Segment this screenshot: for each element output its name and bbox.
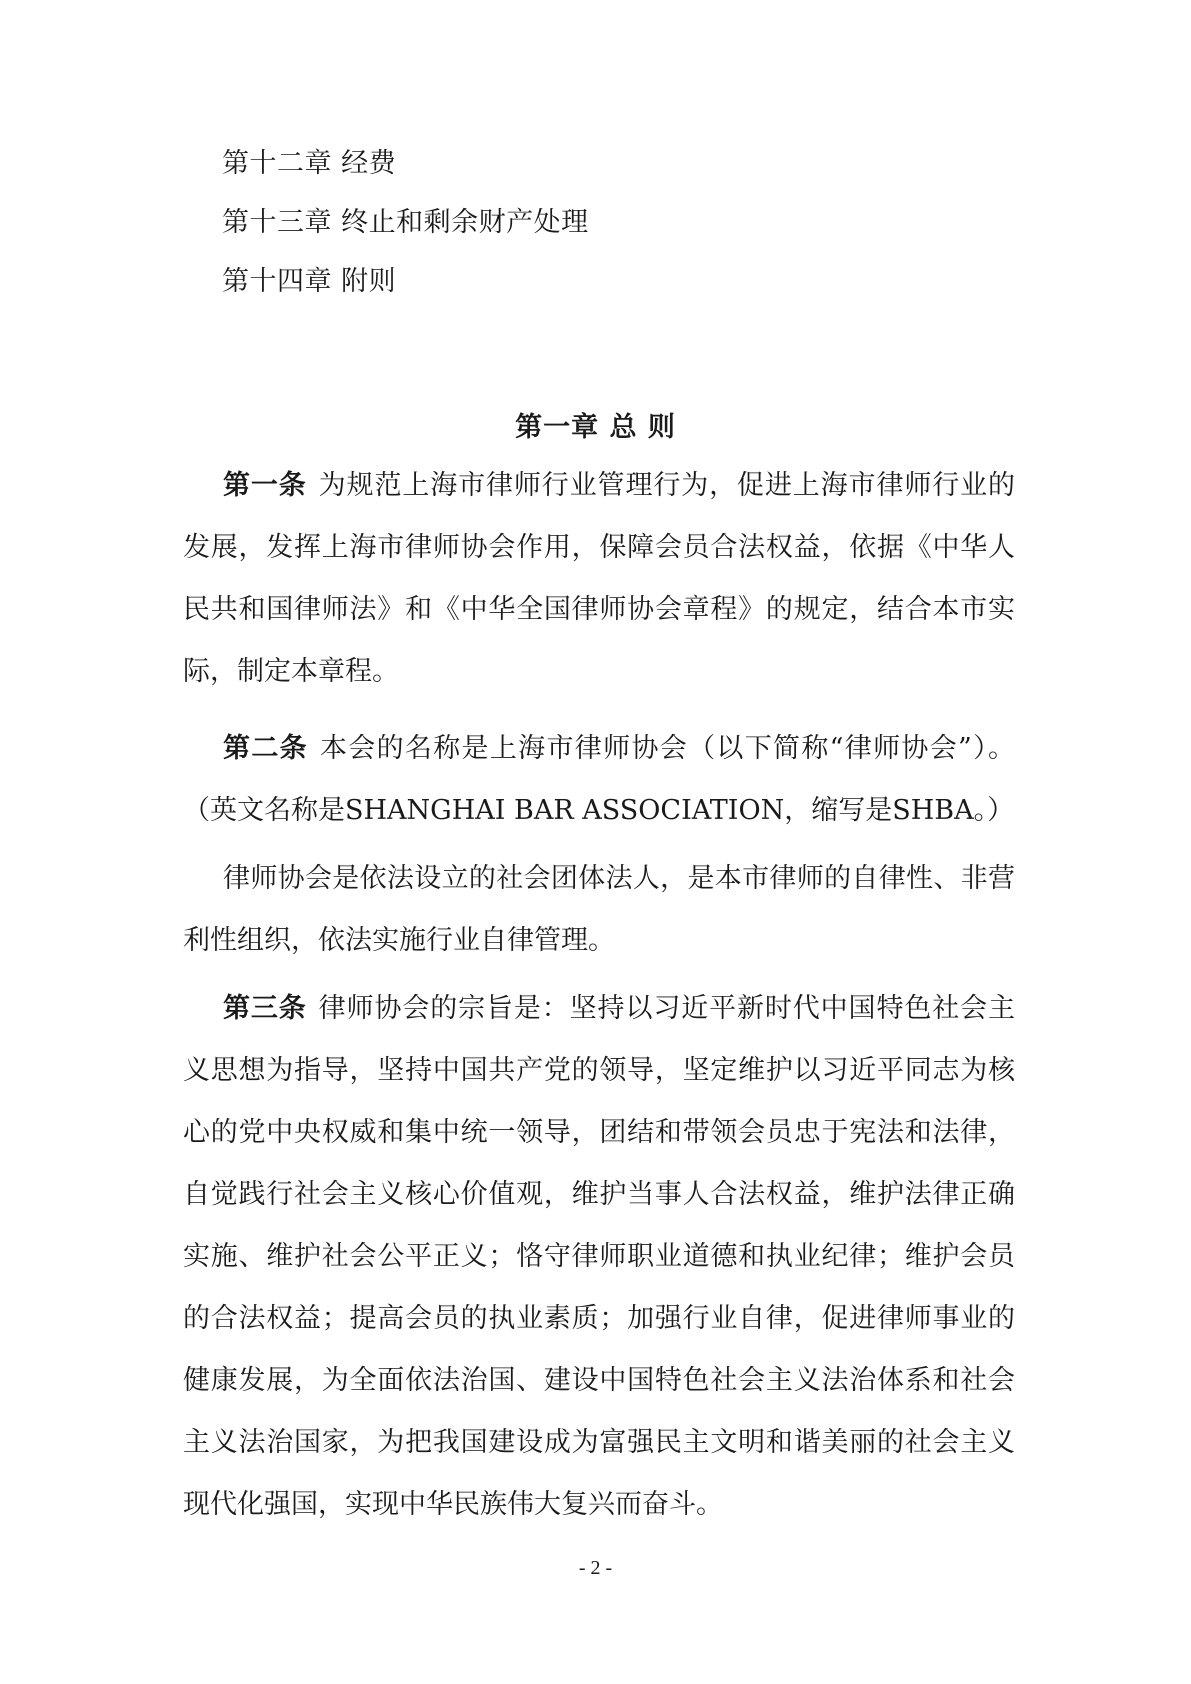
article-2 [183,718,1015,842]
article-1 [183,455,1015,703]
chapter-title: 第一章 总 则 [515,412,676,443]
toc-entry-chapter-13: 第十三章 终止和剩余财产处理 [222,207,589,238]
toc-entry-chapter-12: 第十二章 经费 [222,148,397,179]
article-2-label: 第二条 [223,733,308,764]
toc-entry-chapter-14: 第十四章 附则 [222,266,397,297]
page-number: - 2 - [578,1557,613,1579]
article-2-paragraph-2: 律师协会是依法设立的社会团体法人，是本市律师的自律性、非营利性组织，依法实施行业自律管理。 [183,863,1015,956]
article-3 [183,978,1015,1536]
article-1-label: 第一条 [223,470,307,501]
article-2-text: 本会的名称是上海市律师协会（以下简称“律师协会”）。（英文名称是SHANGHAI BAR ASSOCIATION，缩写是SHBA。） [183,733,1015,826]
article-1-text: 为规范上海市律师行业管理行为，促进上海市律师行业的发展，发挥上海市律师协会作用，保障会员合法权益，依据《中华人民共和国律师法》和《中华全国律师协会章程》的规定，结合本市实际，制定本章程。 [183,470,1016,687]
article-3-text: 律师协会的宗旨是：坚持以习近平新时代中国特色社会主义思想为指导，坚持中国共产党的领导，坚定维护以习近平同志为核心的党中央权威和集中统一领导，团结和带领会员忠于宪法和法律，自觉践行社会主义核心价值观，维护当事人合法权益，维护法律正确实施、维护社会公平正义；恪守律师职业道德和执业纪律；维护会员的合法权益；提高会员的执业素质；加强行业自律，促进律师事业的健康发展，为全面依法治国、建设中国特色社会主义法治体系和社会主义法治国家，为把我国建设成为富强民主文明和谐美丽的社会主义现代化强国，实现中华民族伟大复兴而奋斗。 [183,993,1016,1520]
article-3-label: 第三条 [223,993,307,1024]
